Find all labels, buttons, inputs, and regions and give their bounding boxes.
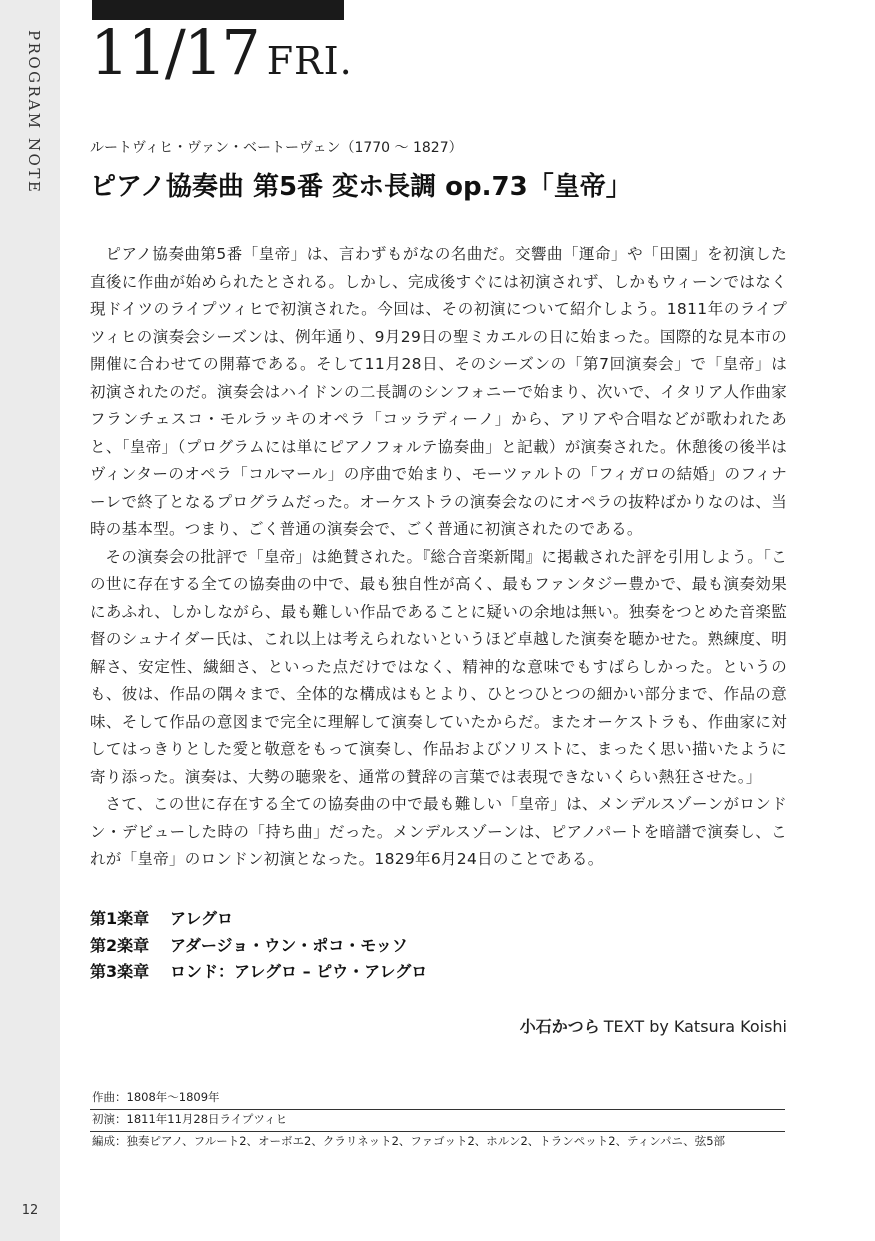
movement-item bbox=[90, 959, 427, 986]
date-weekday: FRI. bbox=[266, 39, 353, 83]
composer-name: ルートヴィヒ・ヴァン・ベートーヴェン（1770 ～ 1827） bbox=[90, 140, 463, 156]
concert-date bbox=[90, 16, 353, 89]
date-number: 11/17 bbox=[90, 16, 259, 89]
paragraph: さて、この世に存在する全ての協奏曲の中で最も難しい「皇帝」は、メンデルスゾーンがロンドン・デビューした時の「持ち曲」だった。メンデルスゾーンは、ピアノパートを暗譜で演奏し、これが「皇帝」のロンドン初演となった。1829年6月24日のことである。 bbox=[90, 795, 787, 868]
movement-number: 第2楽章 bbox=[90, 935, 150, 955]
paragraph: ピアノ協奏曲第5番「皇帝」は、言わずもがなの名曲だ。交響曲「運命」や「田園」を初演した直後に作曲が始められたとされる。しかし、完成後すぐには初演されず、しかもウィーンではなく現ドイツのライプツィヒで初演された。今回は、その初演について紹介しよう。1811年のライプツィヒの演奏会シーズンは、例年通り、9月29日の聖ミカエルの日に始まった。国際的な見本市の開催に合わせての開幕である。そして11月28日、そのシーズンの「第7回演奏会」で「皇帝」は初演されたのだ。演奏会はハイドンの二長調のシンフォニーで始まり、次いで、イタリア人作曲家フランチェスコ・モルラッキのオペラ「コッラディーノ」から、アリアや合唱などが歌われたあと、「皇帝」（プログラムには単にピアノフォルテ協奏曲」と記載）が演奏された。休憩後の後半はヴィンターのオペラ「コルマール」の序曲で始まり、モーツァルトの「フィガロの結婚」のフィナーレで終了となるプログラムだった。オーケストラの演奏会なのにオペラの抜粋ばかりなのは、当時の基本型。つまり、ごく普通の演奏会で、ごく普通に初演されたのである。 bbox=[90, 245, 787, 538]
work-info bbox=[90, 1088, 785, 1153]
movement-item bbox=[90, 933, 427, 960]
author-credit bbox=[520, 1014, 787, 1037]
movement-number: 第1楽章 bbox=[90, 909, 150, 928]
movement-list bbox=[90, 906, 427, 986]
movement-name: ロンド：アレグロ – ピウ・アレグロ bbox=[170, 962, 428, 981]
movement-number: 第3楽章 bbox=[90, 962, 150, 981]
composition-date: 作曲：1808年～1809年 bbox=[90, 1088, 785, 1110]
author-name-jp: 小石かつら bbox=[519, 1017, 600, 1036]
author-name-en: TEXT by Katsura Koishi bbox=[603, 1017, 787, 1036]
page-number: 12 bbox=[21, 1203, 39, 1218]
program-note-body bbox=[90, 241, 787, 874]
work-title: ピアノ協奏曲 第5番 変ホ長調 op.73「皇帝」 bbox=[90, 172, 632, 202]
movement-name: アダージョ・ウン・ポコ・モッソ bbox=[170, 935, 408, 955]
premiere-info: 初演：1811年11月28日ライプツィヒ bbox=[90, 1110, 785, 1132]
instrumentation: 編成：独奏ピアノ、フルート2、オーボエ2、クラリネット2、ファゴット2、ホルン2、トランペット2、ティンパニ、弦5部 bbox=[92, 1134, 726, 1148]
sidebar bbox=[0, 0, 60, 1241]
section-label: PROGRAM NOTE bbox=[25, 30, 43, 195]
paragraph: その演奏会の批評で「皇帝」は絶賛された。『総合音楽新聞』に掲載された評を引用しよう。「この世に存在する全ての協奏曲の中で、最も独自性が高く、最もファンタジー豊かで、最も演奏効果にあふれ、しかしながら、最も難しい作品であることに疑いの余地は無い。独奏をつとめた音楽監督のシュナイダー氏は、これ以上は考えられないというほど卓越した演奏を聴かせた。熟練度、明解さ、安定性、繊細さ、といった点だけではなく、精神的な意味でもすばらしかった。というのも、彼は、作品の隅々まで、全体的な構成はもとより、ひとつひとつの細かい部分まで、作品の意味、そして作品の意図まで完全に理解して演奏していたからだ。またオーケストラも、作曲家に対してはっきりとした愛と敬意をもって演奏し、作品およびソリストに、まったく思い描いたように寄り添った。演奏は、大勢の聴衆を、通常の賛辞の言葉では表現できないくらい熱狂させた。」 bbox=[90, 547, 787, 786]
movement-item bbox=[90, 906, 427, 933]
movement-name: アレグロ bbox=[170, 909, 234, 928]
